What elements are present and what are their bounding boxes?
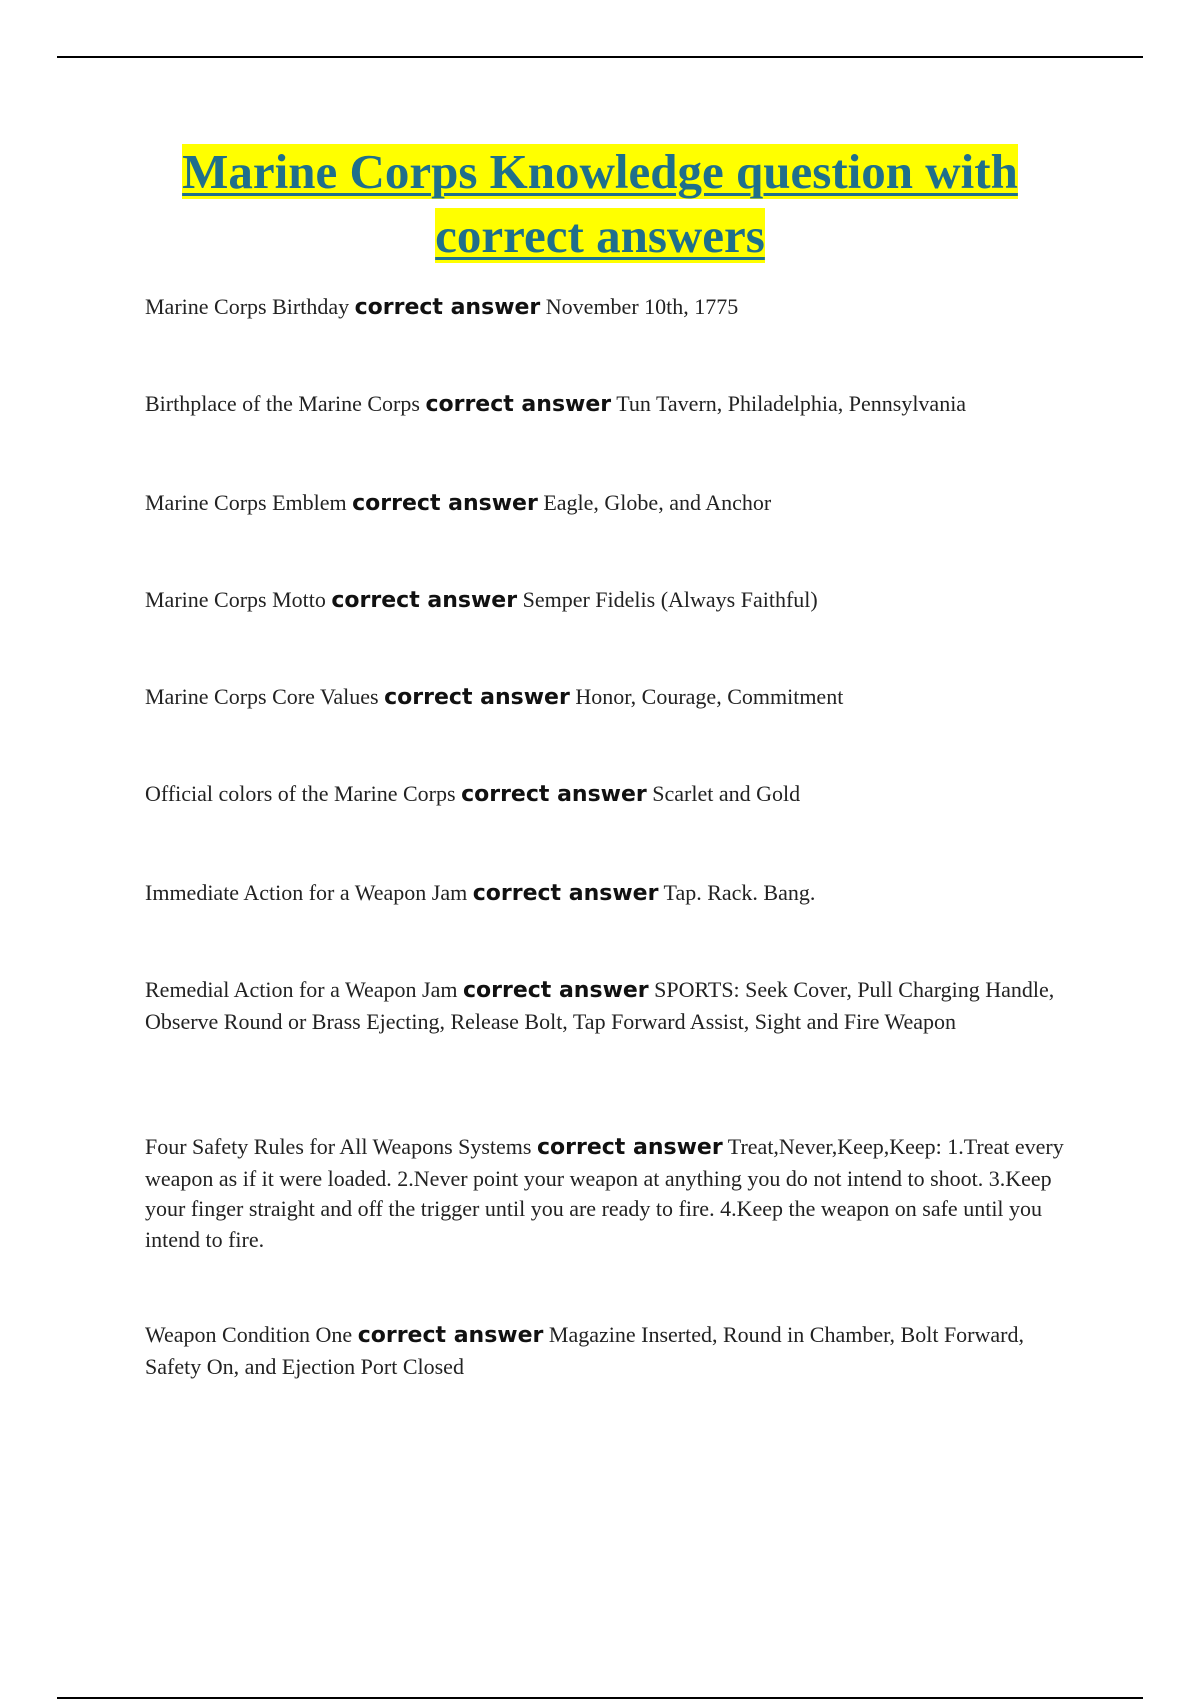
question-text: Marine Corps Emblem: [145, 490, 347, 515]
bottom-rule: [57, 1697, 1143, 1699]
correct-answer-label: correct answer: [354, 295, 541, 320]
qa-item-motto: [145, 585, 1085, 617]
title-line-1: Marine Corps Knowledge question with: [182, 144, 1018, 199]
question-text: Four Safety Rules for All Weapons Systems: [145, 1134, 532, 1159]
qa-item-remedial-action: [145, 975, 1085, 1037]
question-text: Remedial Action for a Weapon Jam: [145, 977, 458, 1002]
answer-text: Magazine Inserted, Round in Chamber, Bolt Forward, Safety On, and Ejection Port Closed: [145, 1322, 1024, 1379]
answer-text: Tap. Rack. Bang.: [663, 880, 816, 905]
qa-item-core-values: [145, 682, 1085, 714]
answer-text: Treat,Never,Keep,Keep: 1.Treat every weapon as if it were loaded. 2.Never point your weapon at anything you do not intend to shoot. 3.Keep your finger straight and off the trigger until you are ready to fire. 4.Keep the weapon on safe until you intend to fire.: [145, 1134, 1064, 1252]
question-text: Immediate Action for a Weapon Jam: [145, 880, 468, 905]
top-rule: [57, 56, 1143, 58]
qa-item-emblem: [145, 488, 1085, 520]
qa-item-weapon-condition-one: [145, 1320, 1085, 1382]
question-text: Marine Corps Birthday: [145, 294, 350, 319]
correct-answer-label: correct answer: [384, 685, 570, 710]
question-text: Birthplace of the Marine Corps: [145, 391, 420, 416]
correct-answer-label: correct answer: [461, 782, 647, 807]
correct-answer-label: correct answer: [425, 392, 612, 417]
answer-text: Tun Tavern, Philadelphia, Pennsylvania: [616, 391, 967, 416]
qa-item-birthday: [145, 292, 1085, 324]
answer-text: Scarlet and Gold: [652, 781, 801, 806]
qa-item-safety-rules: [145, 1132, 1085, 1255]
qa-item-birthplace: [145, 389, 1085, 421]
correct-answer-label: correct answer: [331, 588, 518, 613]
correct-answer-label: correct answer: [357, 1323, 544, 1348]
qa-item-immediate-action: [145, 878, 1085, 910]
qa-item-colors: [145, 779, 1085, 811]
answer-text: November 10th, 1775: [545, 294, 739, 319]
question-text: Weapon Condition One: [145, 1322, 353, 1347]
correct-answer-label: correct answer: [462, 978, 649, 1003]
correct-answer-label: correct answer: [472, 881, 659, 906]
answer-text: Eagle, Globe, and Anchor: [543, 490, 772, 515]
answer-text: Honor, Courage, Commitment: [575, 684, 844, 709]
question-text: Official colors of the Marine Corps: [145, 781, 456, 806]
title-line-2: correct answers: [435, 208, 765, 263]
answer-text: SPORTS: Seek Cover, Pull Charging Handle, Observe Round or Brass Ejecting, Release Bolt, Tap Forward Assist, Sight and Fire Weapon: [145, 977, 1055, 1034]
document-title: [100, 140, 1100, 268]
correct-answer-label: correct answer: [352, 491, 538, 516]
question-text: Marine Corps Motto: [145, 587, 326, 612]
question-text: Marine Corps Core Values: [145, 684, 379, 709]
correct-answer-label: correct answer: [536, 1135, 723, 1160]
answer-text: Semper Fidelis (Always Faithful): [522, 587, 818, 612]
